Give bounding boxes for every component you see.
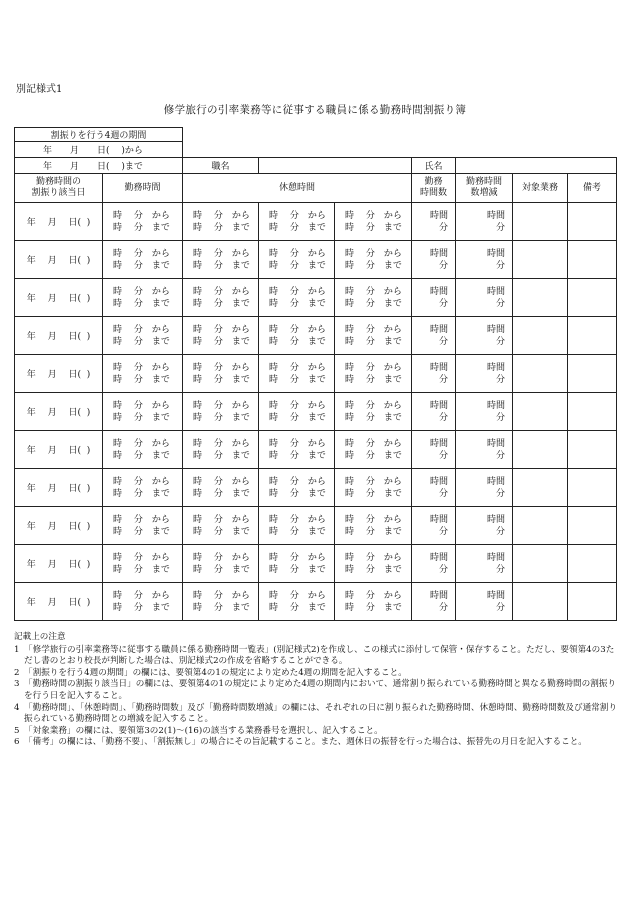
break-time-cell-3[interactable] xyxy=(335,583,412,621)
break-time-cell-1[interactable] xyxy=(183,279,259,317)
time-from: 時 分 から xyxy=(345,400,402,411)
note-item xyxy=(14,737,620,749)
break-time-cell-2[interactable] xyxy=(259,241,335,279)
time-from: 時 分 から xyxy=(269,210,326,221)
work-time-cell[interactable] xyxy=(103,431,183,469)
period-from[interactable]: 年 月 日( )から xyxy=(15,142,183,158)
remarks-cell[interactable] xyxy=(568,583,617,621)
allocation-table xyxy=(14,127,617,621)
time-from: 時 分 から xyxy=(345,286,402,297)
time-from: 時 分 から xyxy=(269,552,326,563)
remarks-cell[interactable] xyxy=(568,355,617,393)
time-to: 時 分 まで xyxy=(345,412,402,423)
time-to: 時 分 まで xyxy=(193,374,250,385)
time-from: 時 分 から xyxy=(269,324,326,335)
time-from: 時 分 から xyxy=(113,324,170,335)
table-row xyxy=(15,583,617,621)
break-time-cell-1[interactable] xyxy=(183,317,259,355)
break-time-cell-2[interactable] xyxy=(259,545,335,583)
column-header-target-work: 対象業務 xyxy=(513,174,568,203)
work-time-cell[interactable] xyxy=(103,279,183,317)
work-time-cell[interactable] xyxy=(103,469,183,507)
work-hours-value: 時間 分 xyxy=(430,514,449,537)
note-text: 「修学旅行の引率業務等に従事する職員に係る勤務時間一覧表」(別記様式2)を作成し、この様式に添付して保管・保存すること。ただし、要領第4の3ただし書のとおり校長が判断した場合は、別記様式2の作成を省略することができる。 xyxy=(24,644,615,667)
break-time-cell-2[interactable] xyxy=(259,393,335,431)
target-work-cell[interactable] xyxy=(513,545,568,583)
work-hours-value: 時間 分 xyxy=(430,400,449,423)
time-to: 時 分 まで xyxy=(345,298,402,309)
time-to: 時 分 まで xyxy=(113,602,170,613)
notes-section xyxy=(14,632,620,749)
time-to: 時 分 まで xyxy=(113,526,170,537)
row-date[interactable]: 年 月 日( ) xyxy=(15,393,103,431)
break-time-cell-1[interactable] xyxy=(183,469,259,507)
hours-change-cell[interactable] xyxy=(456,431,513,469)
row-date[interactable]: 年 月 日( ) xyxy=(15,317,103,355)
period-header: 割振りを行う4週の期間 xyxy=(15,128,183,142)
break-time-cell-1[interactable] xyxy=(183,241,259,279)
time-from: 時 分 から xyxy=(193,514,250,525)
work-hours-value: 時間 分 xyxy=(430,362,449,385)
hours-change-value: 時間 分 xyxy=(487,286,506,309)
column-header-work-hours: 勤務 時間数 xyxy=(412,174,456,203)
target-work-cell[interactable] xyxy=(513,431,568,469)
time-to: 時 分 まで xyxy=(193,450,250,461)
note-text: 「勤務時間」、「休憩時間」、「勤務時間数」及び「勤務時間数増減」の欄には、それぞれの日に割り振られた勤務時間、休憩時間、勤務時間数及び通常割り振られている勤務時間との増減を記入すること。 xyxy=(24,702,617,725)
time-from: 時 分 から xyxy=(113,362,170,373)
break-time-cell-2[interactable] xyxy=(259,583,335,621)
time-from: 時 分 から xyxy=(345,438,402,449)
break-time-cell-3[interactable] xyxy=(335,279,412,317)
time-from: 時 分 から xyxy=(113,476,170,487)
target-work-cell[interactable] xyxy=(513,279,568,317)
table-row xyxy=(15,545,617,583)
time-to: 時 分 まで xyxy=(345,564,402,575)
remarks-cell[interactable] xyxy=(568,393,617,431)
job-title-label: 職名 xyxy=(183,158,259,174)
time-to: 時 分 まで xyxy=(193,412,250,423)
work-hours-cell[interactable] xyxy=(412,583,456,621)
break-time-cell-2[interactable] xyxy=(259,355,335,393)
time-to: 時 分 まで xyxy=(269,336,326,347)
break-time-cell-2[interactable] xyxy=(259,507,335,545)
remarks-cell[interactable] xyxy=(568,279,617,317)
time-from: 時 分 から xyxy=(269,476,326,487)
form-label: 別記様式1 xyxy=(16,84,63,95)
time-to: 時 分 まで xyxy=(113,412,170,423)
time-to: 時 分 まで xyxy=(193,260,250,271)
remarks-cell[interactable] xyxy=(568,431,617,469)
note-number: 4 xyxy=(14,702,20,713)
time-to: 時 分 まで xyxy=(113,374,170,385)
period-to[interactable]: 年 月 日( )まで xyxy=(15,158,183,174)
work-hours-cell[interactable] xyxy=(412,241,456,279)
time-from: 時 分 から xyxy=(113,590,170,601)
column-header-remarks: 備考 xyxy=(568,174,617,203)
break-time-cell-2[interactable] xyxy=(259,431,335,469)
time-to: 時 分 まで xyxy=(269,526,326,537)
time-to: 時 分 まで xyxy=(193,526,250,537)
time-from: 時 分 から xyxy=(193,438,250,449)
table-row xyxy=(15,317,617,355)
row-date[interactable]: 年 月 日( ) xyxy=(15,355,103,393)
time-from: 時 分 から xyxy=(113,552,170,563)
time-from: 時 分 から xyxy=(113,248,170,259)
time-to: 時 分 まで xyxy=(345,222,402,233)
target-work-cell[interactable] xyxy=(513,469,568,507)
work-time-cell[interactable] xyxy=(103,393,183,431)
work-hours-value: 時間 分 xyxy=(430,476,449,499)
time-from: 時 分 から xyxy=(193,552,250,563)
work-time-cell[interactable] xyxy=(103,545,183,583)
hours-change-value: 時間 分 xyxy=(487,324,506,347)
hours-change-value: 時間 分 xyxy=(487,476,506,499)
time-from: 時 分 から xyxy=(345,514,402,525)
time-from: 時 分 から xyxy=(269,286,326,297)
row-date[interactable]: 年 月 日( ) xyxy=(15,203,103,241)
time-from: 時 分 から xyxy=(113,400,170,411)
hours-change-cell[interactable] xyxy=(456,279,513,317)
hours-change-value: 時間 分 xyxy=(487,400,506,423)
break-time-cell-1[interactable] xyxy=(183,393,259,431)
note-number: 3 xyxy=(14,679,20,690)
hours-change-value: 時間 分 xyxy=(487,248,506,271)
time-to: 時 分 まで xyxy=(193,564,250,575)
hours-change-value: 時間 分 xyxy=(487,210,506,233)
time-to: 時 分 まで xyxy=(269,260,326,271)
work-time-cell[interactable] xyxy=(103,507,183,545)
target-work-cell[interactable] xyxy=(513,241,568,279)
target-work-cell[interactable] xyxy=(513,317,568,355)
break-time-cell-1[interactable] xyxy=(183,203,259,241)
time-from: 時 分 から xyxy=(193,400,250,411)
time-to: 時 分 まで xyxy=(345,450,402,461)
remarks-cell[interactable] xyxy=(568,317,617,355)
work-hours-cell[interactable] xyxy=(412,431,456,469)
break-time-cell-1[interactable] xyxy=(183,583,259,621)
work-hours-cell[interactable] xyxy=(412,317,456,355)
break-time-cell-1[interactable] xyxy=(183,431,259,469)
time-to: 時 分 まで xyxy=(269,450,326,461)
time-from: 時 分 から xyxy=(345,210,402,221)
time-to: 時 分 まで xyxy=(345,602,402,613)
note-text: 「割振りを行う4週の期間」の欄には、要領第4の1の規定により定めた4週の期間を記入すること。 xyxy=(24,667,407,678)
break-time-cell-3[interactable] xyxy=(335,431,412,469)
work-hours-value: 時間 分 xyxy=(430,248,449,271)
note-text: 「備考」の欄には、「勤務不要」、「割振無し」の場合にその旨記載すること。また、週休日の振替を行った場合は、振替先の月日を記入すること。 xyxy=(24,737,587,748)
time-to: 時 分 まで xyxy=(193,336,250,347)
target-work-cell[interactable] xyxy=(513,203,568,241)
target-work-cell[interactable] xyxy=(513,355,568,393)
row-date[interactable]: 年 月 日( ) xyxy=(15,583,103,621)
note-number: 6 xyxy=(14,737,20,748)
document-title: 修学旅行の引率業務等に従事する職員に係る勤務時間割振り簿 xyxy=(163,104,467,116)
time-from: 時 分 から xyxy=(193,324,250,335)
row-date[interactable]: 年 月 日( ) xyxy=(15,469,103,507)
note-number: 1 xyxy=(14,644,20,655)
break-time-cell-3[interactable] xyxy=(335,355,412,393)
time-to: 時 分 まで xyxy=(345,526,402,537)
time-from: 時 分 から xyxy=(269,248,326,259)
break-time-cell-1[interactable] xyxy=(183,545,259,583)
table-row xyxy=(15,279,617,317)
break-time-cell-3[interactable] xyxy=(335,545,412,583)
column-header-hours-change: 勤務時間 数増減 xyxy=(456,174,513,203)
break-time-cell-3[interactable] xyxy=(335,241,412,279)
time-to: 時 分 まで xyxy=(269,222,326,233)
time-from: 時 分 から xyxy=(269,590,326,601)
work-time-cell[interactable] xyxy=(103,203,183,241)
time-from: 時 分 から xyxy=(193,590,250,601)
note-item xyxy=(14,668,620,680)
table-row xyxy=(15,241,617,279)
work-time-cell[interactable] xyxy=(103,583,183,621)
work-hours-value: 時間 分 xyxy=(430,438,449,461)
work-hours-cell[interactable] xyxy=(412,279,456,317)
time-to: 時 分 まで xyxy=(193,488,250,499)
time-from: 時 分 から xyxy=(269,438,326,449)
hours-change-cell[interactable] xyxy=(456,393,513,431)
row-date[interactable]: 年 月 日( ) xyxy=(15,431,103,469)
time-from: 時 分 から xyxy=(113,514,170,525)
break-time-cell-1[interactable] xyxy=(183,507,259,545)
work-hours-cell[interactable] xyxy=(412,393,456,431)
hours-change-cell[interactable] xyxy=(456,507,513,545)
remarks-cell[interactable] xyxy=(568,469,617,507)
time-from: 時 分 から xyxy=(113,438,170,449)
work-hours-value: 時間 分 xyxy=(430,552,449,575)
time-to: 時 分 まで xyxy=(269,298,326,309)
target-work-cell[interactable] xyxy=(513,393,568,431)
time-from: 時 分 から xyxy=(269,400,326,411)
remarks-cell[interactable] xyxy=(568,507,617,545)
time-from: 時 分 から xyxy=(345,362,402,373)
time-to: 時 分 まで xyxy=(345,488,402,499)
hours-change-cell[interactable] xyxy=(456,545,513,583)
hours-change-cell[interactable] xyxy=(456,469,513,507)
row-date[interactable]: 年 月 日( ) xyxy=(15,241,103,279)
target-work-cell[interactable] xyxy=(513,507,568,545)
break-time-cell-3[interactable] xyxy=(335,203,412,241)
time-to: 時 分 まで xyxy=(113,298,170,309)
hours-change-cell[interactable] xyxy=(456,355,513,393)
work-hours-cell[interactable] xyxy=(412,203,456,241)
target-work-cell[interactable] xyxy=(513,583,568,621)
hours-change-value: 時間 分 xyxy=(487,362,506,385)
time-from: 時 分 から xyxy=(345,552,402,563)
break-time-cell-2[interactable] xyxy=(259,203,335,241)
time-from: 時 分 から xyxy=(113,286,170,297)
time-from: 時 分 から xyxy=(345,476,402,487)
job-title-field[interactable] xyxy=(259,158,412,174)
note-text: 「対象業務」の欄には、要領第3の2(1)～(16)の該当する業務番号を選択し、記入すること。 xyxy=(24,725,383,736)
time-from: 時 分 から xyxy=(269,514,326,525)
time-to: 時 分 まで xyxy=(345,374,402,385)
break-time-cell-3[interactable] xyxy=(335,393,412,431)
time-to: 時 分 まで xyxy=(113,488,170,499)
time-from: 時 分 から xyxy=(193,210,250,221)
table-row xyxy=(15,393,617,431)
table-row xyxy=(15,431,617,469)
time-from: 時 分 から xyxy=(193,286,250,297)
remarks-cell[interactable] xyxy=(568,203,617,241)
time-to: 時 分 まで xyxy=(113,222,170,233)
hours-change-value: 時間 分 xyxy=(487,514,506,537)
time-to: 時 分 まで xyxy=(113,450,170,461)
hours-change-value: 時間 分 xyxy=(487,552,506,575)
time-to: 時 分 まで xyxy=(269,374,326,385)
work-hours-value: 時間 分 xyxy=(430,286,449,309)
time-to: 時 分 まで xyxy=(193,602,250,613)
work-hours-cell[interactable] xyxy=(412,355,456,393)
row-date[interactable]: 年 月 日( ) xyxy=(15,279,103,317)
column-header-break-time: 休憩時間 xyxy=(183,174,412,203)
break-time-cell-3[interactable] xyxy=(335,507,412,545)
time-from: 時 分 から xyxy=(193,476,250,487)
time-to: 時 分 まで xyxy=(113,564,170,575)
break-time-cell-2[interactable] xyxy=(259,317,335,355)
row-date[interactable]: 年 月 日( ) xyxy=(15,507,103,545)
time-to: 時 分 まで xyxy=(269,412,326,423)
note-number: 5 xyxy=(14,725,20,736)
time-from: 時 分 から xyxy=(345,248,402,259)
work-hours-cell[interactable] xyxy=(412,507,456,545)
note-item xyxy=(14,726,620,738)
time-to: 時 分 まで xyxy=(269,488,326,499)
work-time-cell[interactable] xyxy=(103,241,183,279)
hours-change-cell[interactable] xyxy=(456,583,513,621)
hours-change-cell[interactable] xyxy=(456,203,513,241)
remarks-cell[interactable] xyxy=(568,545,617,583)
hours-change-value: 時間 分 xyxy=(487,590,506,613)
name-field[interactable] xyxy=(456,158,617,174)
notes-title: 記載上の注意 xyxy=(14,632,66,642)
time-from: 時 分 から xyxy=(113,210,170,221)
table-row xyxy=(15,507,617,545)
time-from: 時 分 から xyxy=(193,248,250,259)
time-from: 時 分 から xyxy=(345,324,402,335)
time-from: 時 分 から xyxy=(193,362,250,373)
work-time-cell[interactable] xyxy=(103,355,183,393)
hours-change-cell[interactable] xyxy=(456,317,513,355)
time-to: 時 分 まで xyxy=(269,602,326,613)
break-time-cell-2[interactable] xyxy=(259,279,335,317)
note-item xyxy=(14,703,620,726)
name-label: 氏名 xyxy=(412,158,456,174)
work-time-cell[interactable] xyxy=(103,317,183,355)
table-row xyxy=(15,469,617,507)
break-time-cell-2[interactable] xyxy=(259,469,335,507)
column-header-work-time: 勤務時間 xyxy=(103,174,183,203)
hours-change-value: 時間 分 xyxy=(487,438,506,461)
time-to: 時 分 まで xyxy=(345,260,402,271)
work-hours-value: 時間 分 xyxy=(430,324,449,347)
note-item xyxy=(14,679,620,702)
time-from: 時 分 から xyxy=(269,362,326,373)
time-to: 時 分 まで xyxy=(269,564,326,575)
break-time-cell-1[interactable] xyxy=(183,355,259,393)
note-text: 「勤務時間の割振り該当日」の欄には、要領第4の1の規定により定めた4週の期間内において、通常割り振られている勤務時間と異なる勤務時間の割振りを行う日を記入すること。 xyxy=(24,679,617,701)
work-hours-cell[interactable] xyxy=(412,469,456,507)
time-to: 時 分 まで xyxy=(193,298,250,309)
table-row xyxy=(15,203,617,241)
remarks-cell[interactable] xyxy=(568,241,617,279)
work-hours-value: 時間 分 xyxy=(430,210,449,233)
time-to: 時 分 まで xyxy=(345,336,402,347)
work-hours-value: 時間 分 xyxy=(430,590,449,613)
break-time-cell-3[interactable] xyxy=(335,469,412,507)
time-from: 時 分 から xyxy=(345,590,402,601)
time-to: 時 分 まで xyxy=(113,336,170,347)
time-to: 時 分 まで xyxy=(193,222,250,233)
row-date[interactable]: 年 月 日( ) xyxy=(15,545,103,583)
table-row xyxy=(15,355,617,393)
work-hours-cell[interactable] xyxy=(412,545,456,583)
note-number: 2 xyxy=(14,667,20,678)
note-item xyxy=(14,645,620,668)
break-time-cell-3[interactable] xyxy=(335,317,412,355)
time-to: 時 分 まで xyxy=(113,260,170,271)
hours-change-cell[interactable] xyxy=(456,241,513,279)
column-header-date: 勤務時間の 割振り該当日 xyxy=(15,174,103,203)
